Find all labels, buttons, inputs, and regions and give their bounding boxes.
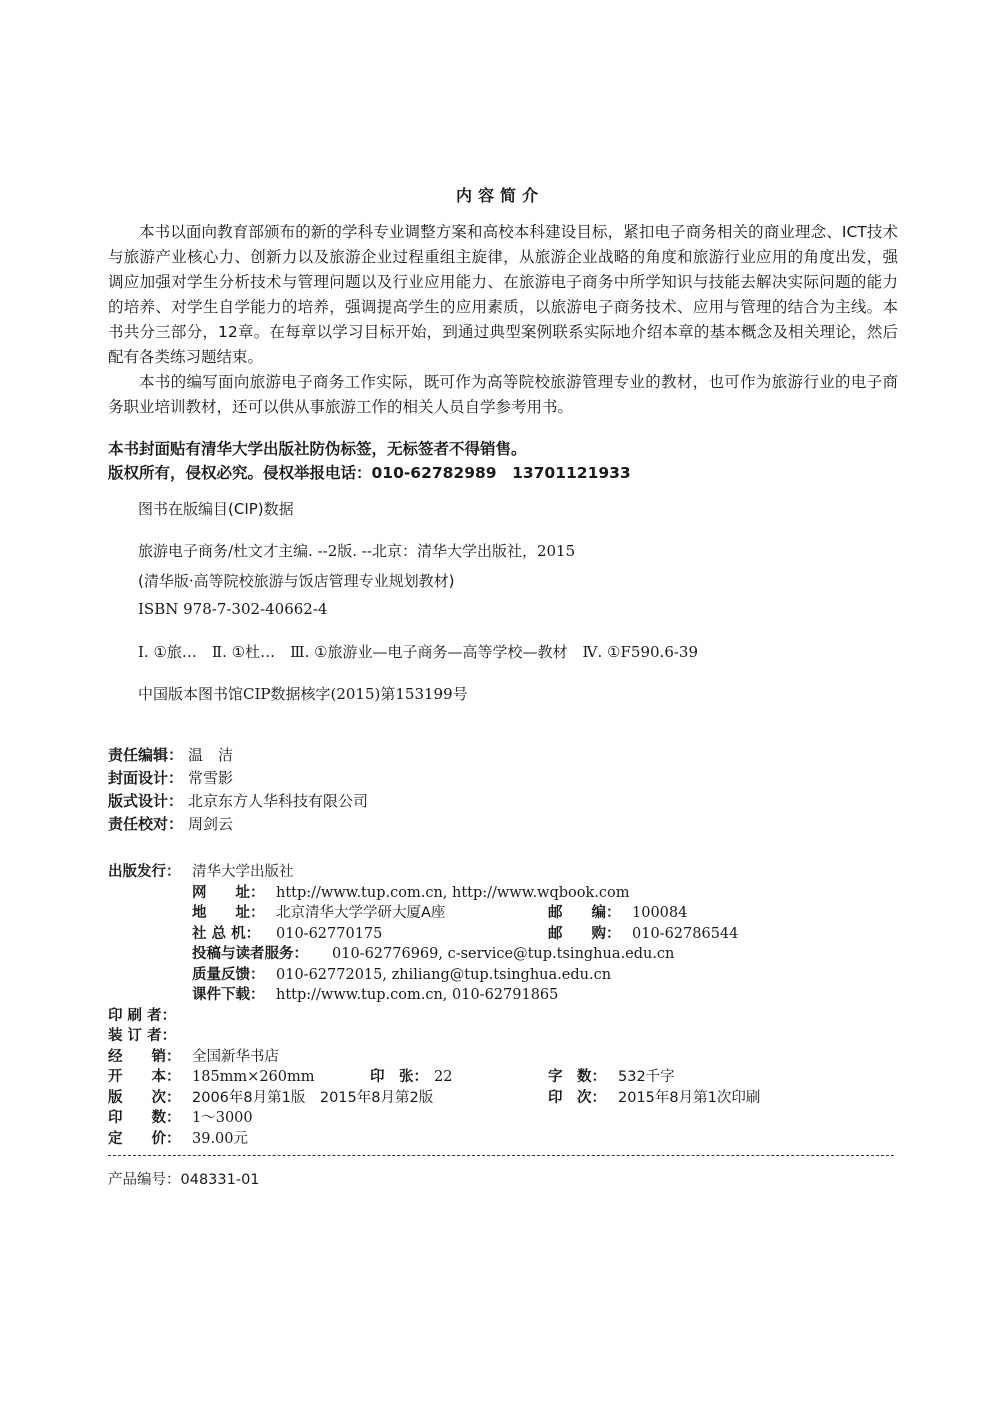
- dashed-divider: [108, 1155, 894, 1156]
- cip-record-number: 中国版本图书馆CIP数据核字(2015)第153199号: [138, 685, 468, 703]
- credit-row-layout: 版式设计： 北京东方人华科技有限公司: [108, 792, 369, 810]
- credit-row-cover: 封面设计： 常雪影: [108, 769, 234, 787]
- credit-row-proofreader: 责任校对： 周剑云: [108, 815, 234, 833]
- cip-series-line: (清华版·高等院校旅游与饭店管理专业规划教材): [138, 572, 455, 590]
- page-title: 内容简介: [455, 186, 544, 205]
- cip-title-line: 旅游电子商务/杜文才主编. --2版. --北京：清华大学出版社，2015: [138, 542, 576, 560]
- piracy-report-line: 版权所有，侵权必究。侵权举报电话：010-62782989 13701121933: [108, 464, 631, 482]
- cip-isbn: ISBN 978-7-302-40662-4: [138, 600, 328, 618]
- intro-section: [108, 220, 898, 420]
- intro-paragraph-2: 本书的编写面向旅游电子商务工作实际，既可作为高等院校旅游管理专业的教材，也可作为旅游行业的电子商务职业培训教材，还可以供从事旅游工作的相关人员自学参考用书。: [108, 373, 898, 416]
- cip-classification: Ⅰ. ①旅… Ⅱ. ①杜… Ⅲ. ①旅游业—电子商务—高等学校—教材 Ⅳ. ①F590.6-39: [138, 643, 699, 661]
- credits-list: [108, 744, 368, 836]
- anti-counterfeit-notice: 本书封面贴有清华大学出版社防伪标签，无标签者不得销售。: [108, 440, 527, 458]
- copyright-notice: [108, 437, 631, 485]
- intro-paragraph-1: 本书以面向教育部颁布的新的学科专业调整方案和高校本科建设目标，紧扣电子商务相关的商业理念、ICT技术与旅游产业核心力、创新力以及旅游企业过程重组主旋律，从旅游企业战略的角度和旅游行业应用的角度出发，强调应加强对学生分析技术与管理问题以及行业应用能力、在旅游电子商务中所学知识与技能去解决实际问题的能力的培养、对学生自学能力的培养，强调提高学生的应用素质，以旅游电子商务技术、应用与管理的结合为主线。本书共分三部分，12章。在每章以学习目标开始，到通过典型案例联系实际地介绍本章的基本概念及相关理论，然后配有各类练习题结束。: [108, 223, 898, 366]
- product-number: 产品编号：048331-01: [108, 1172, 260, 1188]
- credit-row-editor: 责任编辑： 温 洁: [108, 746, 234, 764]
- cip-heading: 图书在版编目(CIP)数据: [138, 500, 294, 518]
